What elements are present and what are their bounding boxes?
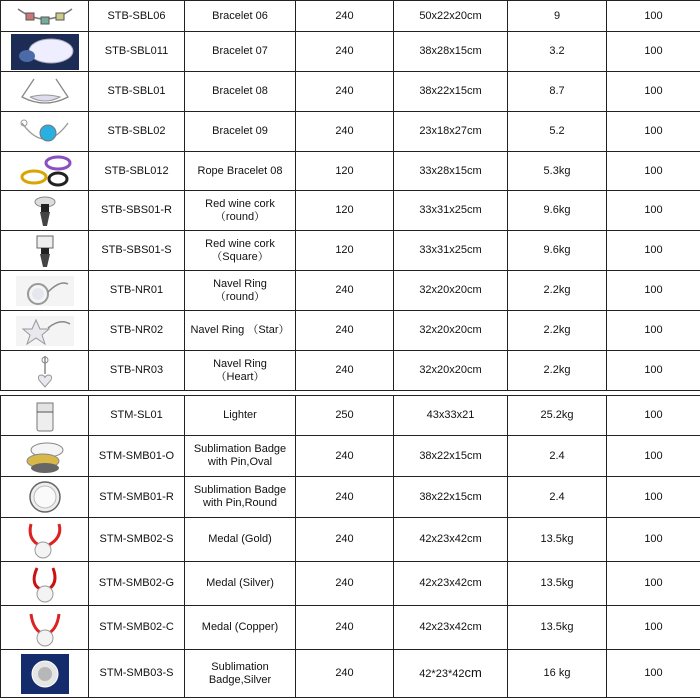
bracelet-image bbox=[14, 75, 76, 109]
quantity: 120 bbox=[296, 152, 394, 191]
table-row bbox=[1, 231, 700, 271]
product-name: Medal (Copper) bbox=[185, 606, 296, 650]
product-code: STB-NR01 bbox=[89, 271, 185, 311]
moq: 100 bbox=[607, 112, 700, 152]
product-image-cell bbox=[1, 396, 89, 436]
table-row bbox=[1, 436, 700, 477]
moq: 100 bbox=[607, 72, 700, 112]
product-image-cell bbox=[1, 191, 89, 231]
quantity: 240 bbox=[296, 606, 394, 650]
weight: 5.3kg bbox=[508, 152, 607, 191]
carton-size: 38x22x15cm bbox=[394, 72, 508, 112]
carton-size: 42*23*42cm bbox=[394, 650, 508, 698]
quantity: 240 bbox=[296, 32, 394, 72]
medal-image bbox=[23, 608, 67, 648]
moq: 100 bbox=[607, 191, 700, 231]
moq: 100 bbox=[607, 477, 700, 518]
product-code: STB-SBS01-R bbox=[89, 191, 185, 231]
table-row bbox=[1, 271, 700, 311]
product-image-cell bbox=[1, 72, 89, 112]
moq: 100 bbox=[607, 351, 700, 391]
product-code: STB-SBL06 bbox=[89, 1, 185, 32]
carton-size: 42x23x42cm bbox=[394, 518, 508, 562]
carton-size: 32x20x20cm bbox=[394, 311, 508, 351]
weight: 2.2kg bbox=[508, 351, 607, 391]
product-image-cell bbox=[1, 231, 89, 271]
table-row bbox=[1, 650, 700, 698]
quantity: 240 bbox=[296, 477, 394, 518]
navel-ring-image bbox=[25, 354, 65, 388]
table-row bbox=[1, 112, 700, 152]
moq: 100 bbox=[607, 518, 700, 562]
moq: 100 bbox=[607, 32, 700, 72]
moq: 100 bbox=[607, 311, 700, 351]
moq: 100 bbox=[607, 231, 700, 271]
product-image-cell bbox=[1, 1, 89, 32]
bracelet-image bbox=[14, 115, 76, 149]
product-name: Sublimation Badge with Pin,Oval bbox=[185, 436, 296, 477]
weight: 9.6kg bbox=[508, 231, 607, 271]
badge-image bbox=[19, 652, 71, 696]
table-row bbox=[1, 191, 700, 231]
table-row bbox=[1, 1, 700, 32]
quantity: 120 bbox=[296, 231, 394, 271]
product-code: STM-SMB02-G bbox=[89, 562, 185, 606]
product-name: Sublimation Badge with Pin,Round bbox=[185, 477, 296, 518]
navel-ring-image bbox=[14, 314, 76, 348]
quantity: 240 bbox=[296, 562, 394, 606]
product-code: STM-SMB03-S bbox=[89, 650, 185, 698]
product-name: Bracelet 06 bbox=[185, 1, 296, 32]
weight: 16 kg bbox=[508, 650, 607, 698]
product-code: STB-NR03 bbox=[89, 351, 185, 391]
product-name: Bracelet 07 bbox=[185, 32, 296, 72]
wine-cork-image bbox=[25, 194, 65, 228]
product-code: STB-SBL01 bbox=[89, 72, 185, 112]
table-row bbox=[1, 606, 700, 650]
product-name: Lighter bbox=[185, 396, 296, 436]
moq: 100 bbox=[607, 606, 700, 650]
product-image-cell bbox=[1, 518, 89, 562]
weight: 25.2kg bbox=[508, 396, 607, 436]
product-image-cell bbox=[1, 32, 89, 72]
navel-ring-image bbox=[14, 274, 76, 308]
table-row bbox=[1, 477, 700, 518]
product-image-cell bbox=[1, 477, 89, 518]
table-row bbox=[1, 311, 700, 351]
weight: 2.4 bbox=[508, 477, 607, 518]
badge-image bbox=[23, 438, 67, 474]
quantity: 240 bbox=[296, 518, 394, 562]
carton-size: 32x20x20cm bbox=[394, 271, 508, 311]
lighter-image bbox=[25, 399, 65, 433]
product-code: STB-SBS01-S bbox=[89, 231, 185, 271]
product-image-cell bbox=[1, 606, 89, 650]
bracelet-image bbox=[11, 34, 79, 70]
quantity: 120 bbox=[296, 191, 394, 231]
table-row bbox=[1, 562, 700, 606]
bracelet-image bbox=[14, 3, 76, 29]
weight: 3.2 bbox=[508, 32, 607, 72]
product-name: Bracelet 08 bbox=[185, 72, 296, 112]
quantity: 240 bbox=[296, 351, 394, 391]
moq: 100 bbox=[607, 152, 700, 191]
quantity: 240 bbox=[296, 112, 394, 152]
product-name: Red wine cork （Square） bbox=[185, 231, 296, 271]
product-name: Red wine cork （round） bbox=[185, 191, 296, 231]
table-row bbox=[1, 152, 700, 191]
product-image-cell bbox=[1, 351, 89, 391]
carton-size: 33x31x25cm bbox=[394, 191, 508, 231]
product-name: Medal (Silver) bbox=[185, 562, 296, 606]
weight: 2.2kg bbox=[508, 271, 607, 311]
quantity: 240 bbox=[296, 311, 394, 351]
weight: 9.6kg bbox=[508, 191, 607, 231]
carton-size: 42x23x42cm bbox=[394, 562, 508, 606]
carton-size: 33x28x15cm bbox=[394, 152, 508, 191]
product-code: STM-SMB01-O bbox=[89, 436, 185, 477]
medal-image bbox=[23, 564, 67, 604]
quantity: 240 bbox=[296, 436, 394, 477]
quantity: 250 bbox=[296, 396, 394, 436]
carton-size: 38x22x15cm bbox=[394, 477, 508, 518]
carton-size: 23x18x27cm bbox=[394, 112, 508, 152]
badge-image bbox=[23, 479, 67, 515]
product-image-cell bbox=[1, 271, 89, 311]
weight: 13.5kg bbox=[508, 606, 607, 650]
wine-cork-image bbox=[25, 234, 65, 268]
product-image-cell bbox=[1, 562, 89, 606]
product-code: STB-NR02 bbox=[89, 311, 185, 351]
product-image-cell bbox=[1, 650, 89, 698]
product-name: Medal (Gold) bbox=[185, 518, 296, 562]
moq: 100 bbox=[607, 396, 700, 436]
carton-size: 32x20x20cm bbox=[394, 351, 508, 391]
carton-size: 38x28x15cm bbox=[394, 32, 508, 72]
product-image-cell bbox=[1, 311, 89, 351]
carton-size: 38x22x15cm bbox=[394, 436, 508, 477]
table-row bbox=[1, 518, 700, 562]
product-code: STM-SL01 bbox=[89, 396, 185, 436]
product-table-merchandise bbox=[0, 395, 700, 698]
weight: 9 bbox=[508, 1, 607, 32]
product-code: STM-SMB02-C bbox=[89, 606, 185, 650]
product-name: Bracelet 09 bbox=[185, 112, 296, 152]
weight: 8.7 bbox=[508, 72, 607, 112]
weight: 13.5kg bbox=[508, 562, 607, 606]
product-name: Rope Bracelet 08 bbox=[185, 152, 296, 191]
weight: 2.2kg bbox=[508, 311, 607, 351]
product-name: Navel Ring （round） bbox=[185, 271, 296, 311]
product-code: STB-SBL011 bbox=[89, 32, 185, 72]
table-row bbox=[1, 351, 700, 391]
medal-image bbox=[23, 520, 67, 560]
moq: 100 bbox=[607, 271, 700, 311]
carton-size: 33x31x25cm bbox=[394, 231, 508, 271]
rope-bracelet-image bbox=[14, 154, 76, 188]
product-name: Sublimation Badge,Silver bbox=[185, 650, 296, 698]
product-code: STB-SBL012 bbox=[89, 152, 185, 191]
quantity: 240 bbox=[296, 650, 394, 698]
table-row bbox=[1, 32, 700, 72]
table-row bbox=[1, 72, 700, 112]
table-row bbox=[1, 396, 700, 436]
carton-size: 43x33x21 bbox=[394, 396, 508, 436]
product-code: STB-SBL02 bbox=[89, 112, 185, 152]
product-code: STM-SMB02-S bbox=[89, 518, 185, 562]
moq: 100 bbox=[607, 436, 700, 477]
product-code: STM-SMB01-R bbox=[89, 477, 185, 518]
weight: 2.4 bbox=[508, 436, 607, 477]
moq: 100 bbox=[607, 1, 700, 32]
product-name: Navel Ring （Star） bbox=[185, 311, 296, 351]
quantity: 240 bbox=[296, 72, 394, 112]
carton-size: 42x23x42cm bbox=[394, 606, 508, 650]
product-name: Navel Ring （Heart） bbox=[185, 351, 296, 391]
product-image-cell bbox=[1, 112, 89, 152]
weight: 5.2 bbox=[508, 112, 607, 152]
moq: 100 bbox=[607, 562, 700, 606]
product-image-cell bbox=[1, 152, 89, 191]
quantity: 240 bbox=[296, 1, 394, 32]
carton-size: 50x22x20cm bbox=[394, 1, 508, 32]
weight: 13.5kg bbox=[508, 518, 607, 562]
quantity: 240 bbox=[296, 271, 394, 311]
moq: 100 bbox=[607, 650, 700, 698]
product-image-cell bbox=[1, 436, 89, 477]
